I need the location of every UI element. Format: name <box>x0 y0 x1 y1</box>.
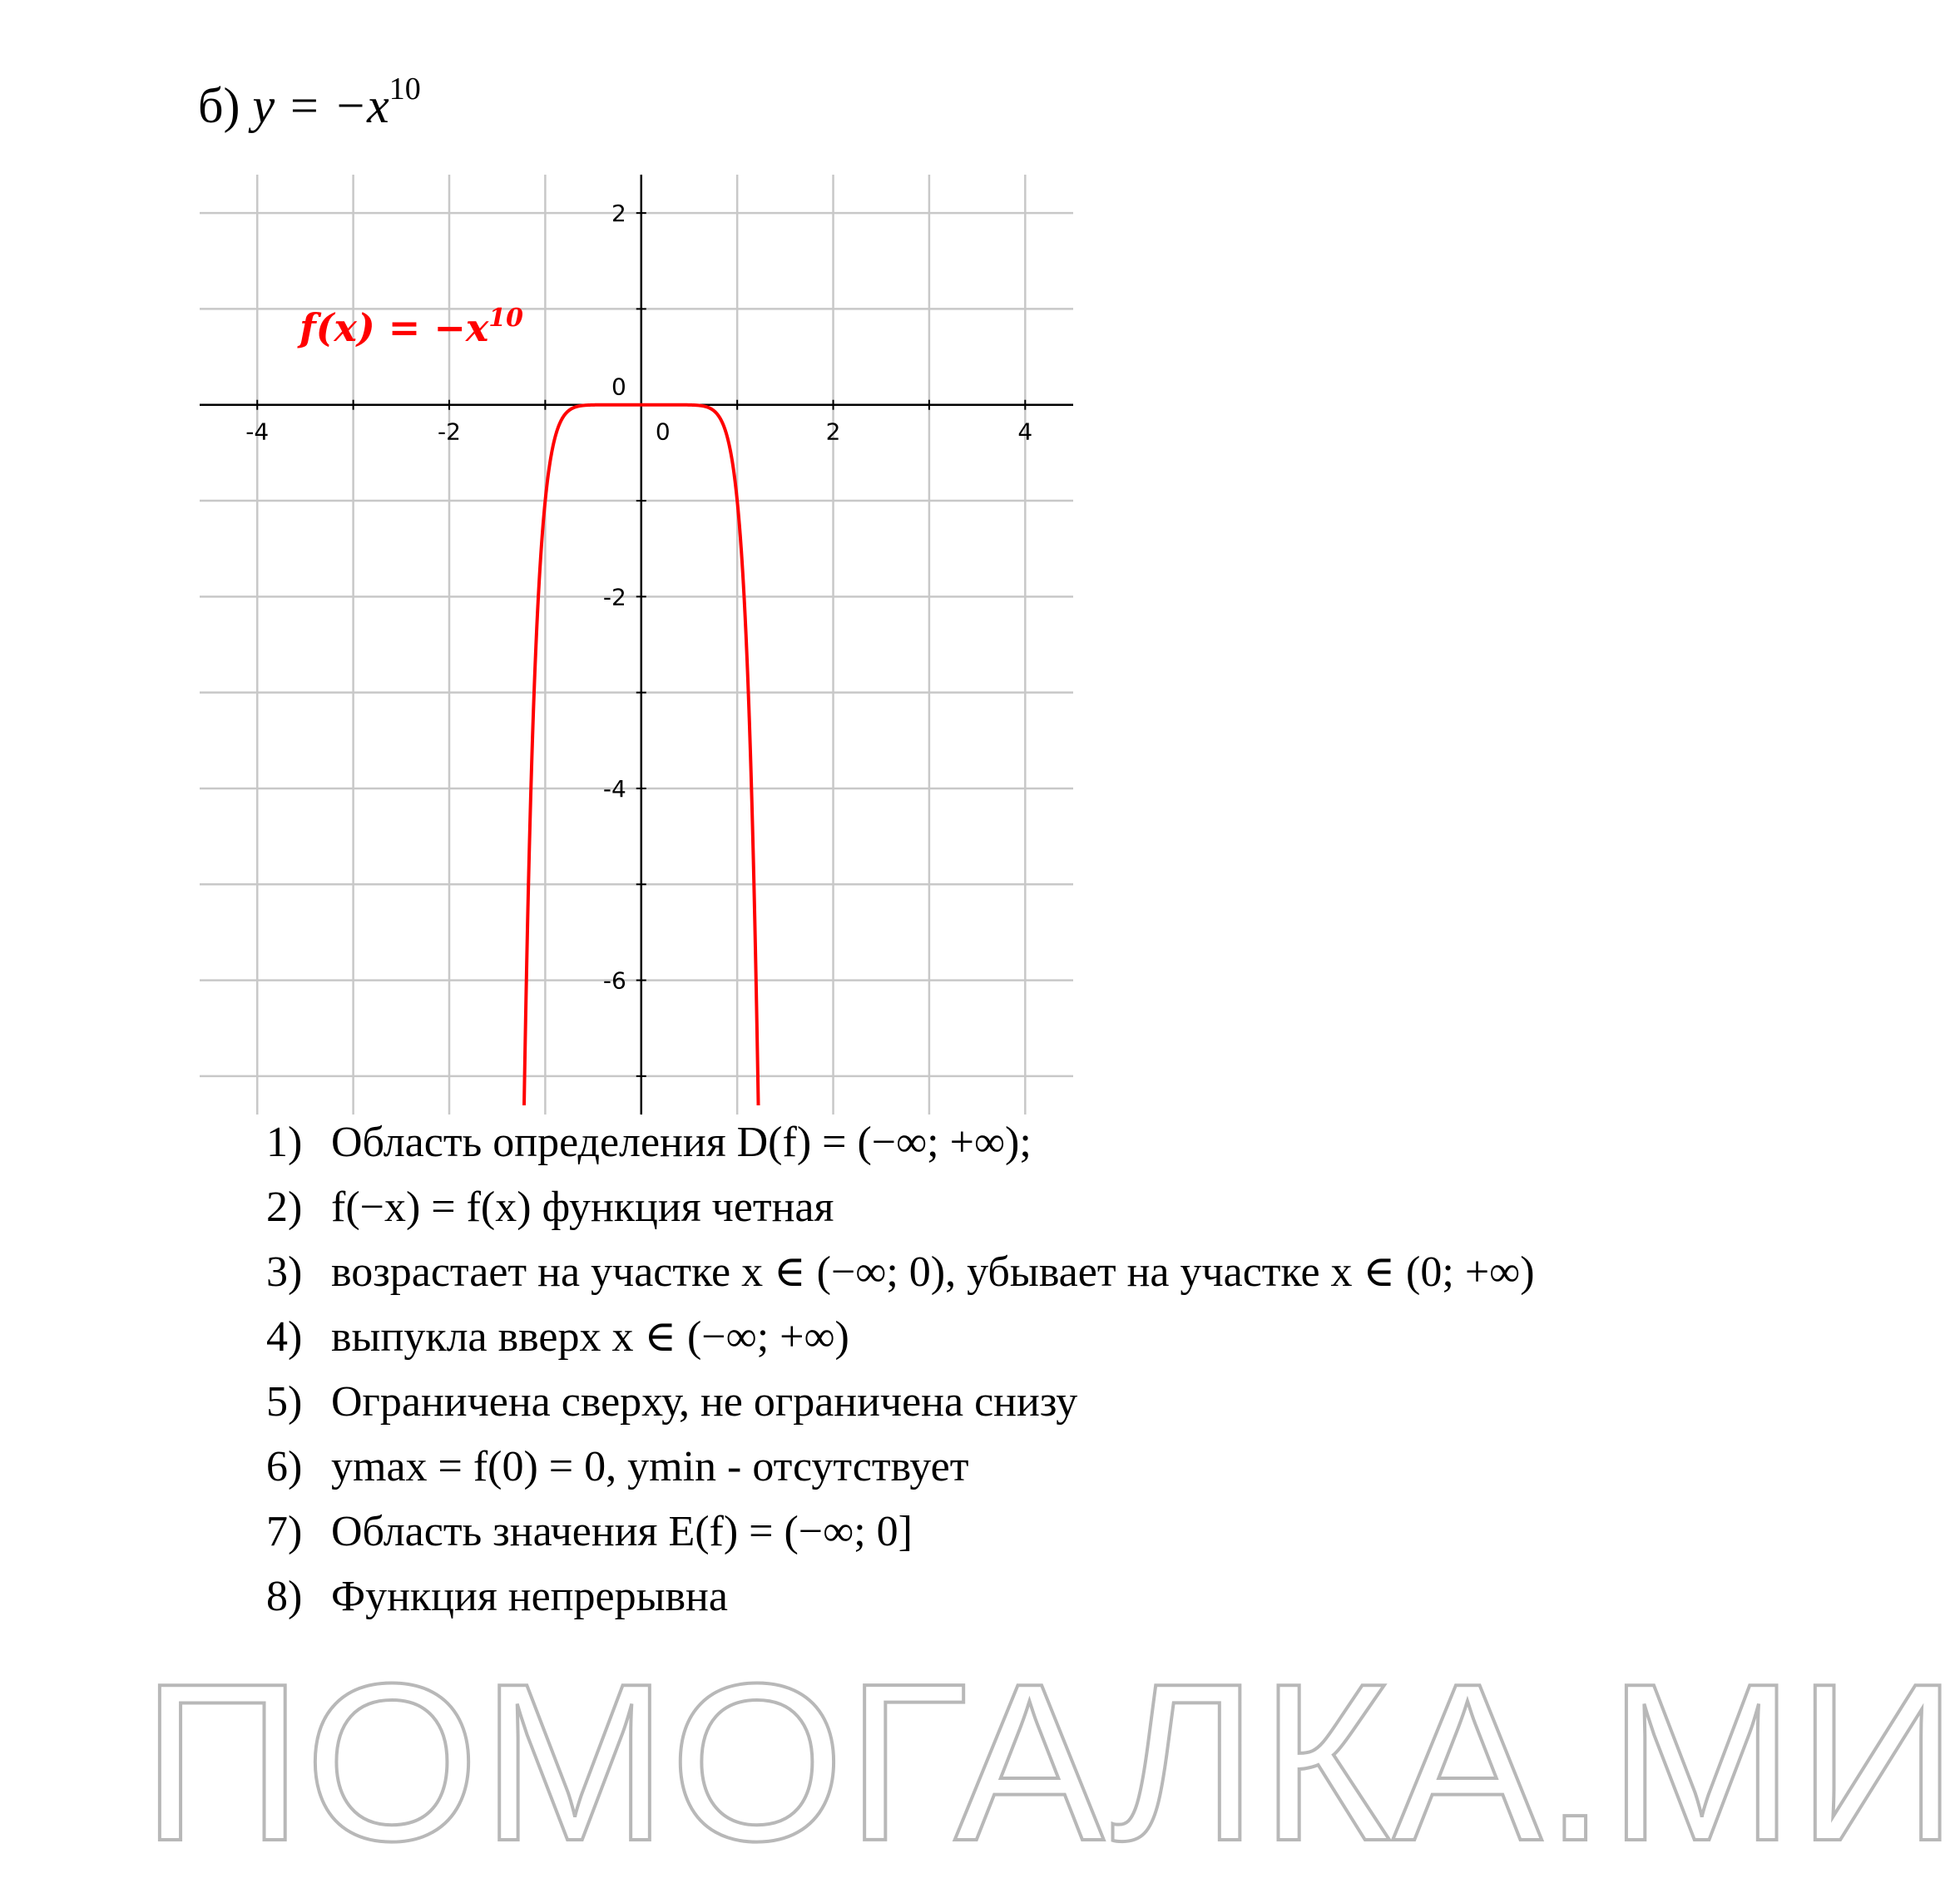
task-formula-exponent: 10 <box>389 72 421 106</box>
property-text: ymax = f(0) = 0, ymin - отсутствует <box>331 1443 969 1490</box>
property-text: Ограничена сверху, не ограничена снизу <box>331 1378 1078 1426</box>
watermark: ПОМОГАЛКА.МИ <box>141 1638 1960 1888</box>
x-tick-label: -4 <box>245 418 270 446</box>
property-item <box>266 1175 1631 1240</box>
property-text: Область определения D(f) = (−∞; +∞); <box>331 1119 1032 1166</box>
task-label: б) <box>198 78 240 133</box>
property-text: возрастает на участке x ∈ (−∞; 0), убывает на участке x ∈ (0; +∞) <box>331 1248 1535 1296</box>
property-item <box>266 1500 1631 1564</box>
property-number: 6) <box>266 1443 303 1490</box>
property-item <box>266 1564 1631 1629</box>
x-tick-label: 4 <box>1017 418 1033 446</box>
y-tick-label: -2 <box>602 583 626 611</box>
y-tick-label: 0 <box>611 373 626 401</box>
property-number: 4) <box>266 1313 303 1361</box>
property-item <box>266 1435 1631 1500</box>
task-formula: y = −x <box>252 78 389 133</box>
y-tick-label: 2 <box>611 200 626 228</box>
property-item <box>266 1240 1631 1305</box>
x-tick-label: 0 <box>655 418 671 446</box>
property-text: Функция непрерывна <box>331 1573 728 1620</box>
y-tick-label: -6 <box>602 966 626 995</box>
task-heading <box>198 73 421 131</box>
property-item <box>266 1305 1631 1370</box>
property-text: выпукла вверх x ∈ (−∞; +∞) <box>331 1313 849 1361</box>
property-item <box>266 1370 1631 1435</box>
property-text: f(−x) = f(x) функция четная <box>331 1184 834 1231</box>
property-number: 7) <box>266 1508 303 1555</box>
properties-list <box>266 1110 1631 1629</box>
y-tick-label: -4 <box>602 774 626 803</box>
property-number: 8) <box>266 1573 303 1620</box>
property-number: 2) <box>266 1184 303 1231</box>
property-number: 3) <box>266 1248 303 1296</box>
property-number: 1) <box>266 1119 303 1166</box>
property-item <box>266 1110 1631 1175</box>
x-tick-label: 2 <box>825 418 841 446</box>
function-label: $f(x) = -x^{10}$ <box>299 304 524 350</box>
property-text: Область значения E(f) = (−∞; 0] <box>331 1508 913 1555</box>
property-number: 5) <box>266 1378 303 1426</box>
function-graph <box>200 175 1073 1115</box>
x-tick-label: -2 <box>438 418 461 446</box>
